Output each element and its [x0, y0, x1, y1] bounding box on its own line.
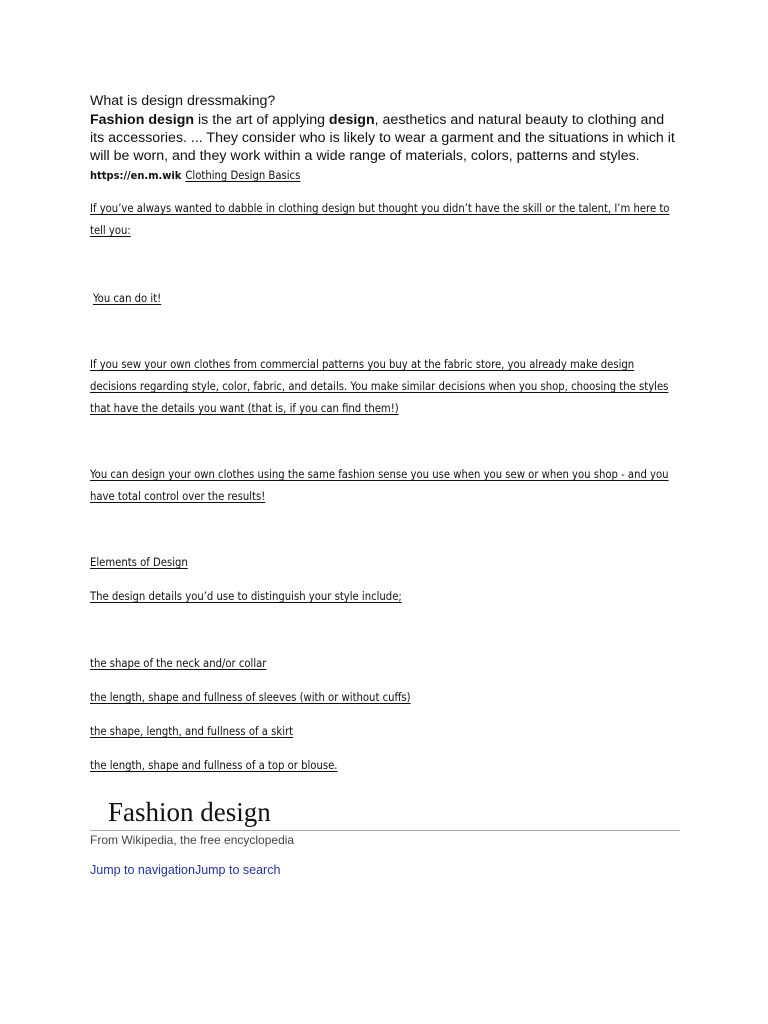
list-item: [90, 720, 680, 742]
intro-text: If you’ve always wanted to dabble in clothing design but thought you didn’t have the skill or the talent, I’m here to tell you:: [90, 202, 670, 237]
source-url-link[interactable]: https://en.m.wik: [90, 169, 182, 182]
definition-text-1: is the art of applying: [194, 112, 329, 128]
definition-term: Fashion design: [90, 112, 195, 128]
document-page: [90, 92, 680, 878]
intro-paragraph: [90, 197, 680, 241]
list-item: [90, 652, 680, 674]
list-item: [90, 754, 680, 776]
question-heading: What is design dressmaking?: [90, 93, 276, 109]
can-do-paragraph: [90, 287, 680, 309]
commercial-patterns-text: If you sew your own clothes from commercial patterns you buy at the fabric store, you already make design decisions regarding style, color, fabric, and details. You make similar decisions when you shop, choosing the styles that have the details you want (that is, if you can find them!): [90, 358, 669, 415]
list-item-text: the length, shape and fullness of a top or blouse.: [90, 759, 338, 772]
definition-keyword: design: [328, 112, 375, 128]
source-line: [90, 167, 680, 184]
list-item-text: the length, shape and fullness of sleeves (with or without cuffs): [90, 691, 411, 704]
jump-to-search-link[interactable]: Jump to search: [194, 863, 281, 877]
design-details-intro-text: The design details you’d use to distinguish your style include;: [90, 590, 402, 603]
section-heading-clothing-design-basics: Clothing Design Basics: [185, 169, 301, 182]
list-item-text: the shape, length, and fullness of a skirt: [90, 725, 294, 738]
list-item: [90, 686, 680, 708]
jump-to-navigation-link[interactable]: Jump to navigation: [90, 863, 195, 877]
commercial-patterns-paragraph: [90, 353, 680, 419]
wiki-page-title: Fashion design: [108, 797, 271, 827]
elements-of-design-text: Elements of Design: [90, 556, 188, 569]
can-do-text: You can do it!: [93, 292, 162, 305]
definition-paragraph: [90, 111, 680, 165]
title-divider: [90, 830, 680, 831]
total-control-paragraph: [90, 463, 680, 507]
design-details-intro: [90, 585, 680, 607]
definition-text-2: , aesthetics and natural beauty to clothing and its accessories. ... They consider who is likely to wear a garment and the situations in which it will be worn, and they work within a wide range of materials, colors, patterns and styles.: [90, 112, 675, 164]
list-item-text: the shape of the neck and/or collar: [90, 657, 267, 670]
wiki-tagline: From Wikipedia, the free encyclopedia: [90, 833, 295, 847]
total-control-text: You can design your own clothes using the same fashion sense you use when you sew or when you shop - and you have total control over the results!: [90, 468, 669, 503]
elements-of-design-heading: [90, 551, 680, 573]
jump-links: [90, 862, 680, 878]
